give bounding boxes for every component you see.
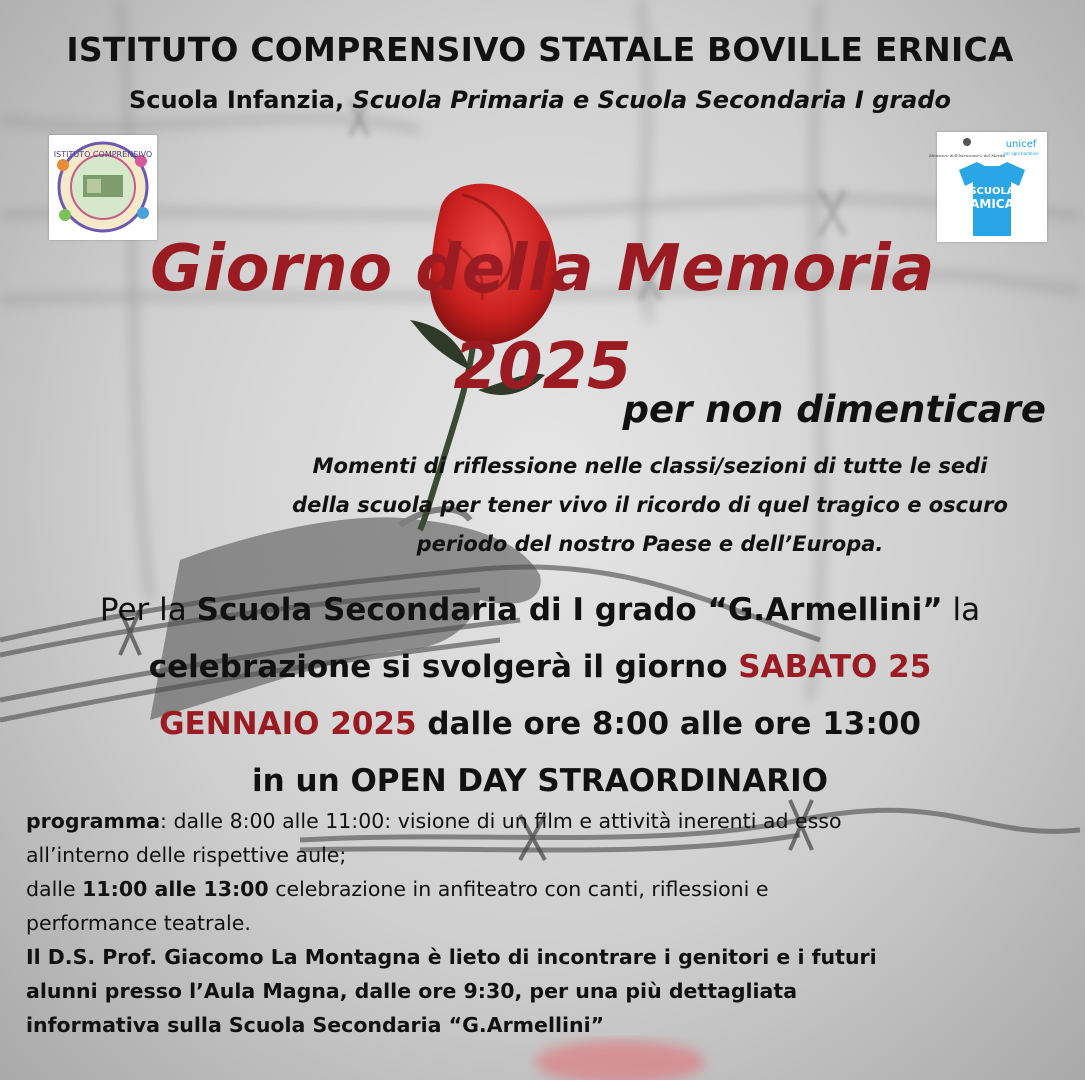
program-line — [26, 872, 1026, 906]
announcement-line — [20, 753, 1060, 810]
intro-line: Momenti di riflessione nelle classi/sezioni di tutte le sedi — [312, 454, 988, 478]
program-label: programma — [26, 809, 161, 833]
shirt-text-2: AMICA — [970, 197, 1014, 211]
program-line: all’interno delle rispettive aule; — [26, 843, 347, 867]
announcement-line — [20, 696, 1060, 753]
program-line: informativa sulla Scuola Secondaria “G.Armellini” — [26, 1013, 605, 1037]
program-text: celebrazione in anfiteatro con canti, riflessioni e — [268, 877, 769, 901]
event-date: SABATO 25 — [738, 649, 932, 685]
tagline: per non dimenticare — [622, 388, 1046, 431]
intro-line: periodo del nostro Paese e dell’Europa. — [416, 532, 884, 556]
scuola-amica-logo — [929, 132, 1047, 242]
intro-line: della scuola per tener vivo il ricordo di quel tragico e oscuro — [292, 493, 1008, 517]
announcement-line — [20, 582, 1060, 639]
program-line: Il D.S. Prof. Giacomo La Montagna è lieto di incontrare i genitori e i futuri — [26, 945, 877, 969]
logo-left-text: ISTITUTO COMPRENSIVO — [53, 150, 153, 159]
program-line: alunni presso l’Aula Magna, dalle ore 9:30, per una più dettagliata — [26, 979, 798, 1003]
program-line — [26, 804, 1026, 838]
main-title: Giorno della Memoria — [150, 232, 935, 306]
emblem-icon — [963, 138, 971, 146]
ministry-text: Ministero dell'Istruzione e del Merito — [929, 153, 1005, 158]
program-time: 11:00 alle 13:00 — [82, 877, 269, 901]
program-line: performance teatrale. — [26, 911, 251, 935]
program-text: dalle — [26, 877, 83, 901]
unicef-text: unicef — [1005, 139, 1037, 150]
program-section — [26, 804, 1026, 1042]
event-month-year: GENNAIO 2025 — [159, 706, 417, 742]
announcement-line — [20, 639, 1060, 696]
main-title-year: 2025 — [453, 330, 632, 404]
school-logo — [49, 135, 157, 240]
announce-text: Per la — [99, 592, 197, 628]
unicef-subtext: per ogni bambino — [1003, 151, 1039, 156]
intro-paragraph — [245, 447, 1055, 564]
announce-text: celebrazione si svolgerà il giorno — [148, 649, 739, 685]
school-subtitle — [0, 86, 1080, 114]
subtitle-italic: Scuola Primaria e Scuola Secondaria I grado — [352, 86, 952, 114]
announce-text: la — [942, 592, 981, 628]
red-petal — [535, 1040, 705, 1080]
announcement — [20, 582, 1060, 810]
school-name: ISTITUTO COMPRENSIVO STATALE BOVILLE ERNICA — [66, 30, 1014, 69]
subtitle-plain: Scuola Infanzia, — [128, 86, 345, 114]
open-day-text: in un OPEN DAY STRAORDINARIO — [252, 763, 828, 799]
shirt-text-1: SCUOLA — [969, 186, 1015, 197]
program-text: : dalle 8:00 alle 11:00: visione di un film e attività inerenti ad esso — [160, 809, 842, 833]
school-secondary-name: Scuola Secondaria di I grado “G.Armellini” — [196, 592, 943, 628]
event-time: dalle ore 8:00 alle ore 13:00 — [416, 706, 921, 742]
